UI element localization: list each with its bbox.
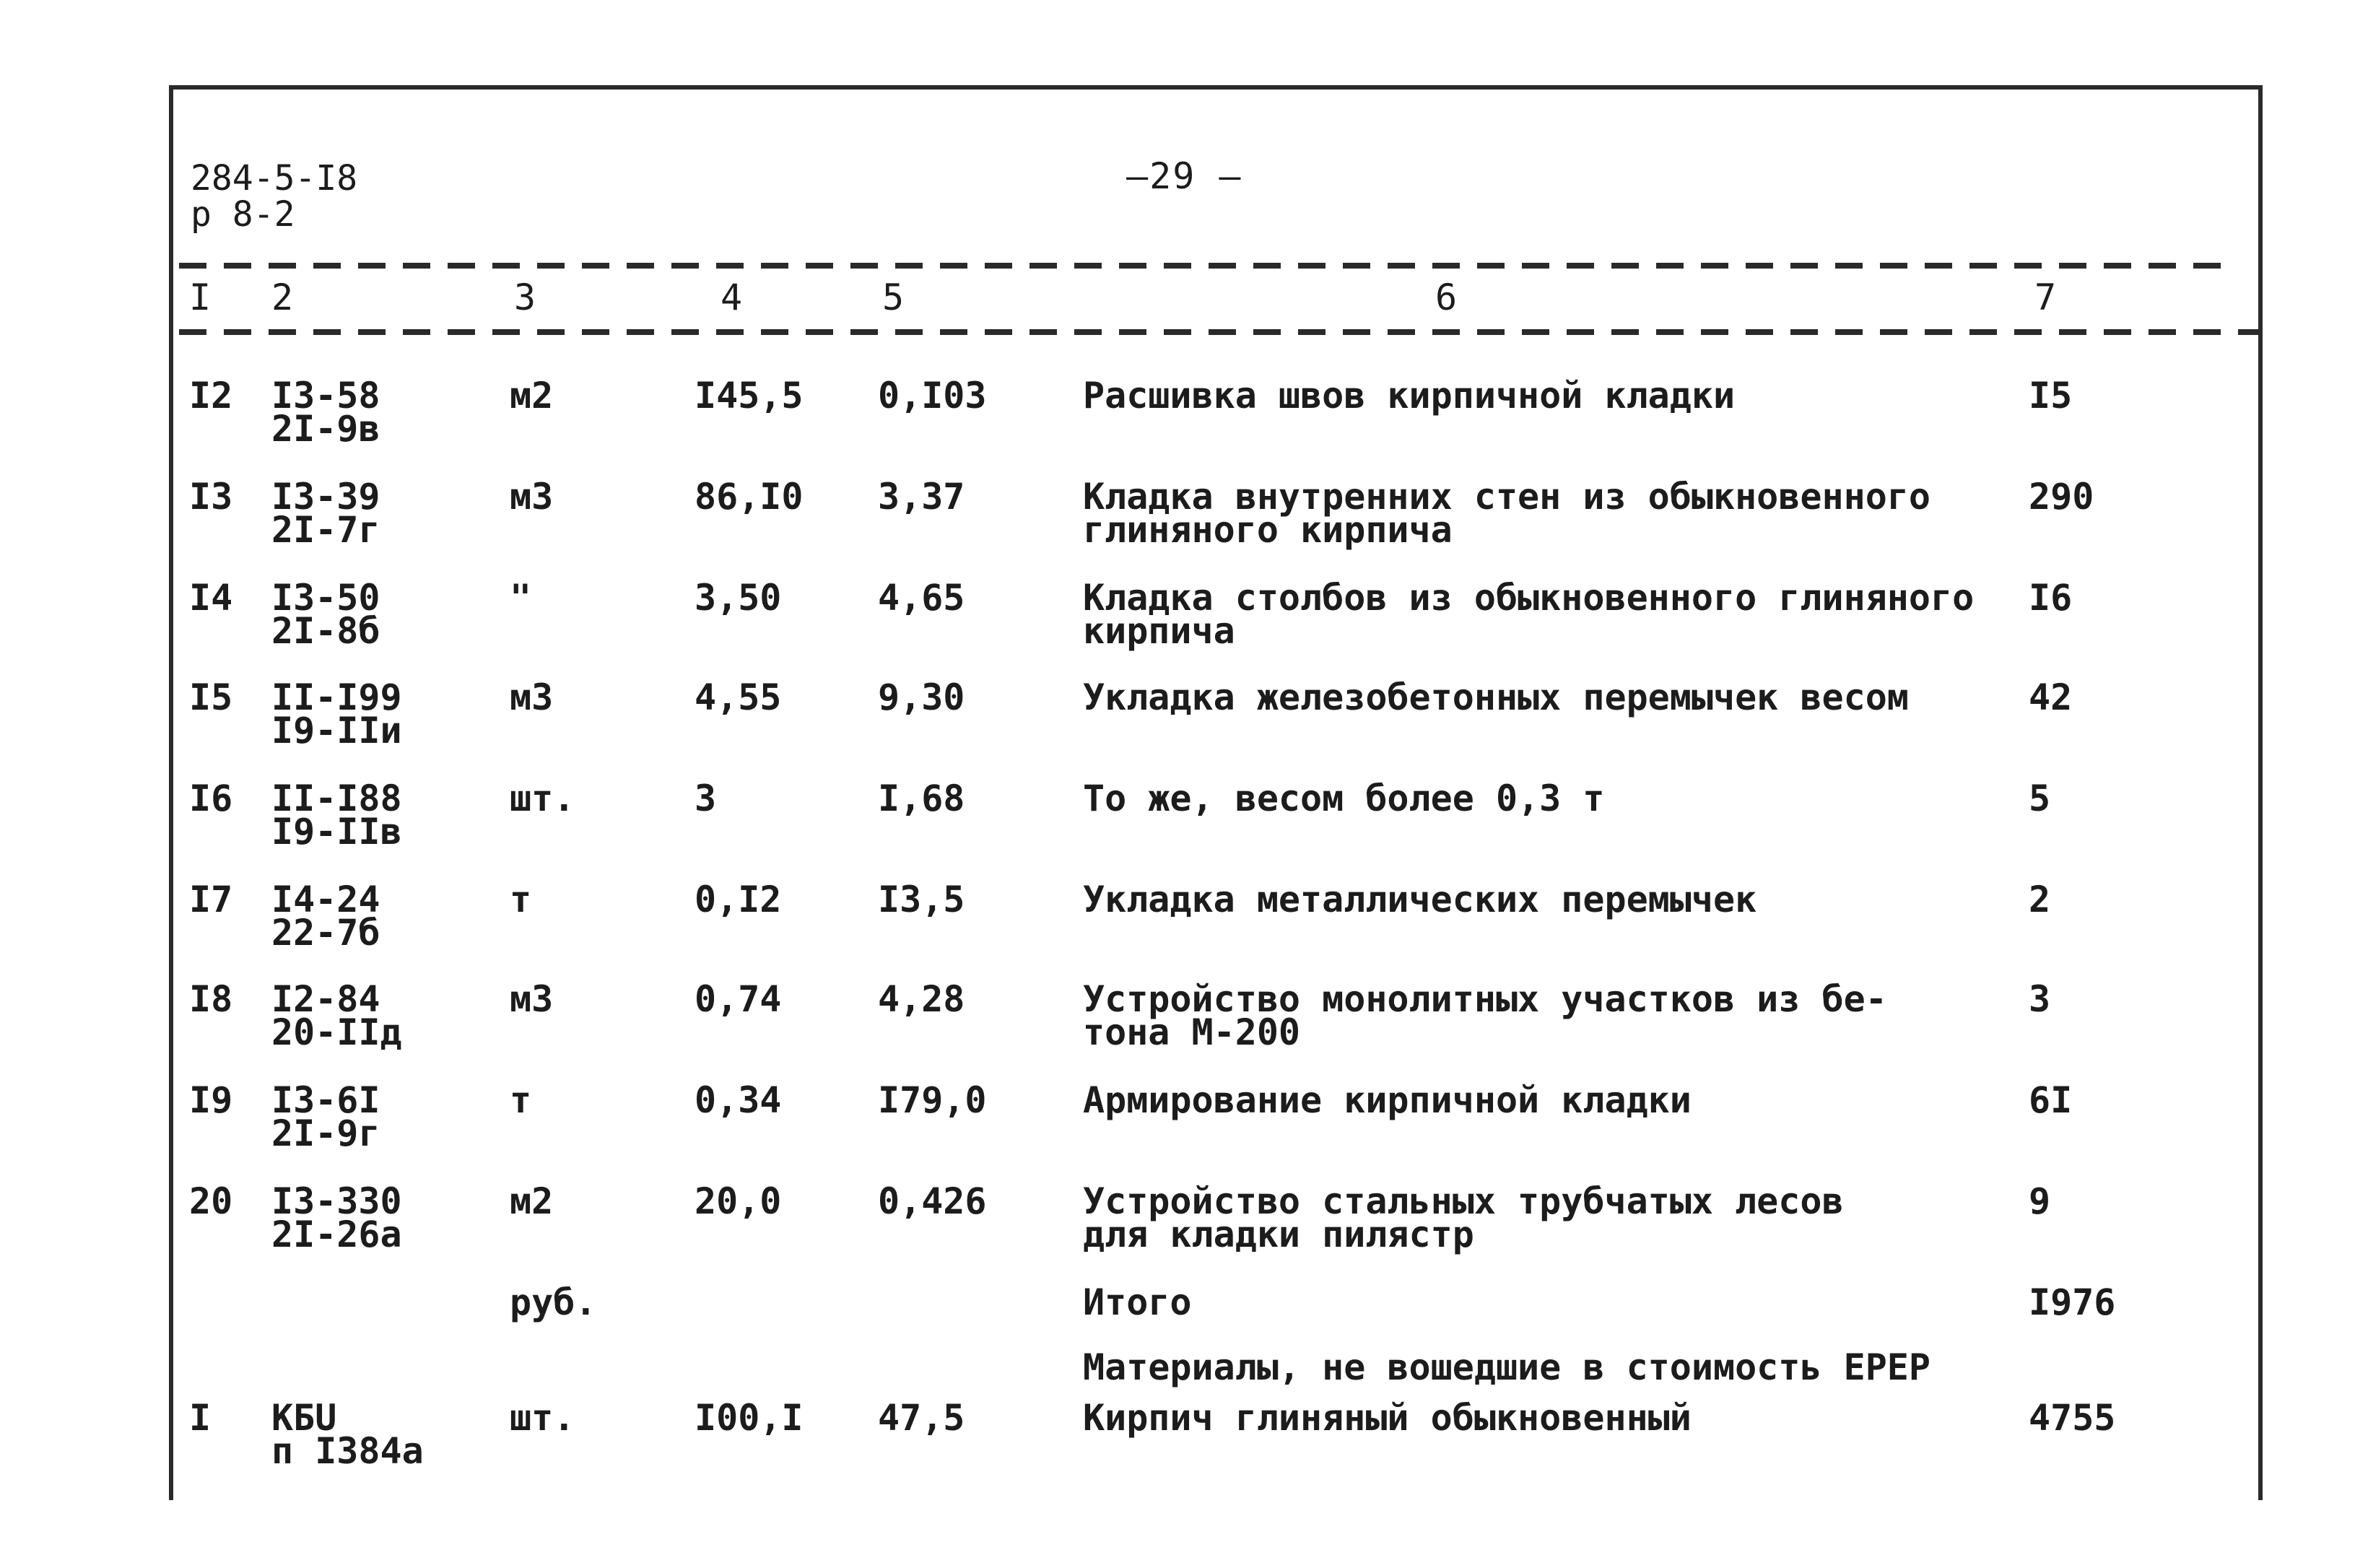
quantity: [695, 676, 782, 718]
quantity: [695, 1397, 804, 1439]
unit: [510, 1281, 597, 1323]
norm-code-line: I9-IIв: [271, 811, 402, 853]
work-description-line: Итого: [1083, 1281, 1192, 1323]
work-description-line: Устройство монолитных участков из бе-: [1083, 978, 1887, 1020]
unit-price: [878, 1180, 987, 1222]
table-row: [0, 978, 2355, 1076]
table-row: [0, 577, 2355, 674]
work-description-line: То же, весом более 0,3 т: [1083, 778, 1605, 819]
unit-price-line: I3,5: [878, 879, 965, 920]
quantity-line: 4,55: [695, 676, 782, 718]
row-number-line: I5: [189, 676, 233, 718]
work-description-line: Расшивка швов кирпичной кладки: [1083, 375, 1736, 417]
quantity-line: 3: [695, 778, 717, 819]
row-number-line: 20: [189, 1180, 233, 1222]
work-description: [1083, 476, 1930, 551]
norm-code-line: 2I-9г: [271, 1112, 380, 1154]
header-top-dashed-rule: [179, 263, 2225, 269]
column-header-4: 4: [721, 276, 743, 318]
row-number: [189, 476, 233, 518]
unit-price-line: 47,5: [878, 1397, 965, 1439]
unit-line: руб.: [510, 1281, 597, 1323]
quantity-line: 3,50: [695, 577, 782, 619]
total-cost: [2029, 1397, 2116, 1439]
column-header-3: 3: [514, 276, 536, 318]
table-row: [0, 879, 2355, 976]
header-bottom-dashed-rule: [179, 329, 2261, 335]
norm-code-line: I4-24: [271, 879, 380, 920]
table-row: [0, 1079, 2355, 1177]
work-description-line: Кладка столбов из обыкновенного глиняного: [1083, 577, 1975, 619]
row-number: [189, 1079, 233, 1121]
norm-code-line: I2-84: [271, 978, 380, 1020]
unit-price: [878, 879, 965, 920]
row-number: [189, 1397, 212, 1439]
work-description: [1083, 1079, 1692, 1121]
unit: [510, 1180, 554, 1222]
unit-line: м3: [510, 476, 554, 518]
work-description: [1083, 1180, 1844, 1255]
work-description-line: Устройство стальных трубчатых лесов: [1083, 1180, 1844, 1222]
total-cost-line: 2: [2029, 879, 2051, 920]
table-row: [0, 1397, 2355, 1494]
unit-line: т: [510, 879, 532, 920]
table-row: [0, 676, 2355, 774]
unit-price: [878, 1079, 987, 1121]
norm-code: [271, 879, 380, 954]
page-frame-top-border: [169, 85, 2263, 90]
total-cost: [2029, 375, 2073, 417]
total-cost-line: I5: [2029, 375, 2073, 417]
total-cost-line: 3: [2029, 978, 2051, 1020]
row-number: [189, 778, 233, 819]
quantity: [695, 1079, 782, 1121]
work-description-line: тона М-200: [1083, 1011, 1301, 1053]
quantity: [695, 879, 782, 920]
norm-code-line: II-I88: [271, 778, 402, 819]
unit-price-line: 0,426: [878, 1180, 987, 1222]
total-cost: [2029, 577, 2073, 619]
row-number: [189, 577, 233, 619]
unit-line: м2: [510, 1180, 554, 1222]
norm-code: [271, 1397, 424, 1472]
work-description-line: Армирование кирпичной кладки: [1083, 1079, 1692, 1121]
unit: [510, 879, 532, 920]
total-cost-line: I6: [2029, 577, 2073, 619]
work-description-line: Укладка железобетонных перемычек весом: [1083, 676, 1909, 718]
row-number-line: I9: [189, 1079, 233, 1121]
work-description-line: Материалы, не вошедшие в стоимость ЕРЕР: [1083, 1346, 1930, 1388]
total-cost: [2029, 1180, 2051, 1222]
unit-line: м2: [510, 375, 554, 417]
unit: [510, 1079, 532, 1121]
norm-code: [271, 978, 402, 1053]
norm-code-line: 2I-9в: [271, 408, 380, 450]
work-description-line: Укладка металлических перемычек: [1083, 879, 1757, 920]
quantity-line: 20,0: [695, 1180, 782, 1222]
norm-code: [271, 476, 380, 551]
quantity-line: I00,I: [695, 1397, 804, 1439]
norm-code-line: 22-7б: [271, 912, 380, 954]
row-number-line: I4: [189, 577, 233, 619]
row-number: [189, 978, 233, 1020]
norm-code-line: I3-39: [271, 476, 380, 518]
column-header-2: 2: [271, 276, 294, 318]
norm-code-line: КБU: [271, 1397, 337, 1439]
quantity: [695, 978, 782, 1020]
total-cost: [2029, 879, 2051, 920]
quantity-line: 0,34: [695, 1079, 782, 1121]
norm-code: [271, 577, 380, 652]
total-cost-line: 5: [2029, 778, 2051, 819]
work-description: [1083, 577, 1975, 652]
row-number: [189, 375, 233, 417]
norm-code-line: I3-330: [271, 1180, 402, 1222]
unit-line: ": [510, 577, 532, 619]
quantity: [695, 778, 717, 819]
document-code: 284-5-I8: [191, 158, 358, 199]
unit-price: [878, 778, 965, 819]
work-description: [1083, 879, 1757, 920]
quantity-line: 86,I0: [695, 476, 804, 518]
unit: [510, 476, 554, 518]
column-header-1: I: [189, 276, 212, 318]
norm-code-line: I3-58: [271, 375, 380, 417]
total-cost: [2029, 1079, 2073, 1121]
total-cost-line: 6I: [2029, 1079, 2073, 1121]
unit-price: [878, 476, 965, 518]
row-number: [189, 1180, 233, 1222]
unit-line: шт.: [510, 1397, 575, 1439]
row-number-line: I8: [189, 978, 233, 1020]
work-description-line: Кирпич глиняный обыкновенный: [1083, 1397, 1692, 1439]
unit-price-line: I,68: [878, 778, 965, 819]
work-description: [1083, 778, 1605, 819]
unit: [510, 375, 554, 417]
work-description: [1083, 1397, 1692, 1439]
row-number-line: I: [189, 1397, 212, 1439]
table-row: [0, 476, 2355, 573]
total-cost-line: I976: [2029, 1281, 2116, 1323]
table-row: [0, 1180, 2355, 1278]
table-row: [0, 778, 2355, 875]
norm-code: [271, 375, 380, 450]
column-header-5: 5: [882, 276, 905, 318]
row-number: [189, 676, 233, 718]
work-description-line: Кладка внутренних стен из обыкновенного: [1083, 476, 1930, 518]
unit: [510, 577, 532, 619]
unit-price: [878, 375, 987, 417]
work-description: [1083, 1281, 1192, 1323]
unit-price-line: 9,30: [878, 676, 965, 718]
row-number-line: I3: [189, 476, 233, 518]
norm-code-line: II-I99: [271, 676, 402, 718]
total-cost-line: 4755: [2029, 1397, 2116, 1439]
quantity-line: 0,74: [695, 978, 782, 1020]
unit-price-line: I79,0: [878, 1079, 987, 1121]
table-row: [0, 375, 2355, 472]
unit: [510, 978, 554, 1020]
work-description-line: кирпича: [1083, 610, 1235, 652]
column-header-6: 6: [1435, 276, 1458, 318]
unit-line: т: [510, 1079, 532, 1121]
work-description: [1083, 978, 1887, 1053]
norm-code: [271, 1079, 380, 1154]
unit-price-line: 4,28: [878, 978, 965, 1020]
unit-price: [878, 978, 965, 1020]
column-header-7: 7: [2034, 276, 2057, 318]
norm-code-line: 2I-26а: [271, 1214, 402, 1255]
unit-price: [878, 577, 965, 619]
unit: [510, 778, 575, 819]
total-cost: [2029, 778, 2051, 819]
total-cost-line: 42: [2029, 676, 2073, 718]
total-cost: [2029, 676, 2073, 718]
norm-code: [271, 778, 402, 853]
norm-code: [271, 1180, 402, 1255]
document-section: р 8-2: [191, 194, 295, 235]
work-description: [1083, 1346, 1930, 1388]
quantity: [695, 375, 804, 417]
page-number: —29 —: [1126, 155, 1242, 197]
total-cost: [2029, 1281, 2116, 1323]
work-description-line: для кладки пилястр: [1083, 1214, 1474, 1255]
norm-code-line: I9-IIи: [271, 710, 402, 752]
unit: [510, 676, 554, 718]
row-number-line: I7: [189, 879, 233, 920]
quantity-line: 0,I2: [695, 879, 782, 920]
unit-price: [878, 1397, 965, 1439]
unit-price: [878, 676, 965, 718]
unit-line: м3: [510, 676, 554, 718]
quantity-line: I45,5: [695, 375, 804, 417]
total-cost-line: 290: [2029, 476, 2094, 518]
norm-code-line: 20-IIд: [271, 1011, 402, 1053]
row-number: [189, 879, 233, 920]
total-cost-line: 9: [2029, 1180, 2051, 1222]
row-number-line: I2: [189, 375, 233, 417]
quantity: [695, 577, 782, 619]
norm-code-line: 2I-8б: [271, 610, 380, 652]
norm-code-line: 2I-7г: [271, 509, 380, 551]
unit-price-line: 0,I03: [878, 375, 987, 417]
quantity: [695, 476, 804, 518]
unit-line: шт.: [510, 778, 575, 819]
norm-code-line: п I384а: [271, 1430, 424, 1472]
unit-line: м3: [510, 978, 554, 1020]
norm-code: [271, 676, 402, 752]
unit: [510, 1397, 575, 1439]
unit-price-line: 4,65: [878, 577, 965, 619]
quantity: [695, 1180, 782, 1222]
norm-code-line: I3-6I: [271, 1079, 380, 1121]
work-description: [1083, 676, 1909, 718]
total-cost: [2029, 476, 2094, 518]
row-number-line: I6: [189, 778, 233, 819]
norm-code-line: I3-50: [271, 577, 380, 619]
work-description: [1083, 375, 1736, 417]
work-description-line: глиняного кирпича: [1083, 509, 1453, 551]
unit-price-line: 3,37: [878, 476, 965, 518]
total-cost: [2029, 978, 2051, 1020]
